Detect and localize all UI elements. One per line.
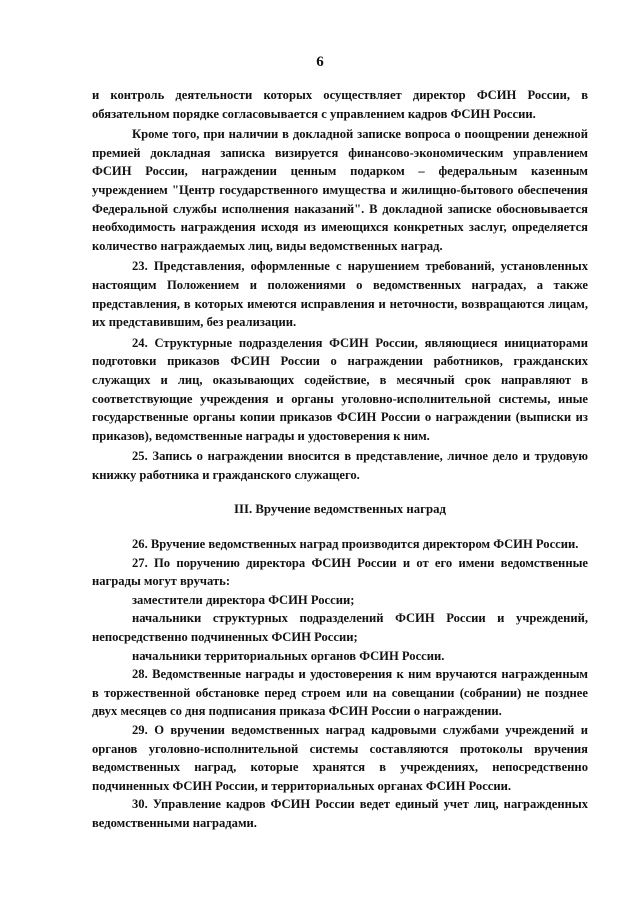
paragraph-25: 25. Запись о награждении вносится в представление, личное дело и трудовую книжку работника и гражданского служащего.: [92, 449, 588, 482]
paragraph-continuation: и контроль деятельности которых осуществляет директор ФСИН России, в обязательном порядке согласовывается с управлением кадров ФСИН России.: [92, 88, 588, 121]
paragraph-premium-note: Кроме того, при наличии в докладной записке вопроса о поощрении денежной премией докладная записка визируется финансово-экономическим управлением ФСИН России, награждении ценным подарком – федеральным казенным учреждением "Центр государственного имущества и жилищно-бытового обеспечения Федеральной службы исполнения наказаний". В докладной записке обосновывается необходимость награждения исходя из имеющихся конкретных заслуг, определяется количество награждаемых лиц, виды ведомственных наград.: [92, 127, 588, 253]
paragraph-27-item-heads-of-units: начальники структурных подразделений ФСИН России и учреждений, непосредственно подчиненных ФСИН России;: [92, 611, 588, 645]
paragraph-29: 29. О вручении ведомственных наград кадровыми службами учреждений и органов уголовно-исполнительной системы составляются протоколы вручения ведомственных наград, которые хранятся в учреждениях, непосредственно подчиненных ФСИН России, и территориальных органах ФСИН России.: [92, 723, 588, 793]
spacer: [92, 519, 588, 535]
paragraph-23: 23. Представления, оформленные с нарушением требований, установленных настоящим Положением и положениями о ведомственных наградах, а также представления, в которых имеются исправления и неточности, возвращаются лицам, их представившим, без реализации.: [92, 259, 588, 330]
spacer: [92, 484, 588, 500]
paragraph-24: 24. Структурные подразделения ФСИН России, являющиеся инициаторами подготовки приказов ФСИН России о награждении работников, гражданских служащих и лиц, оказывающих содействие, в месячный срок направляют в соответствующие учреждения и органы уголовно-исполнительной системы, иные государственные органы копии приказов ФСИН России о награждении (выписки из приказов), ведомственные награды и удостоверения к ним.: [92, 335, 588, 443]
paragraph-28: 28. Ведомственные награды и удостоверения к ним вручаются награжденным в торжественной обстановке перед строем или на совещании (собрании) не позднее двух месяцев со дня подписания приказа ФСИН России о награждении.: [92, 667, 588, 719]
section-heading: III. Вручение ведомственных наград: [234, 502, 446, 517]
paragraph-30: 30. Управление кадров ФСИН России ведет единый учет лиц, награжденных ведомственными наградами.: [92, 797, 588, 830]
paragraph-26: 26. Вручение ведомственных наград производится директором ФСИН России.: [132, 537, 579, 552]
paragraph-27-item-deputies: заместители директора ФСИН России;: [132, 592, 355, 607]
paragraph-27-item-territorial-heads: начальники территориальных органов ФСИН России.: [132, 648, 445, 663]
document-body: [92, 86, 588, 833]
paragraph-27: 27. По поручению директора ФСИН России и от его имени ведомственные награды могут вручать:: [92, 555, 588, 589]
page-number: 6: [316, 54, 324, 70]
